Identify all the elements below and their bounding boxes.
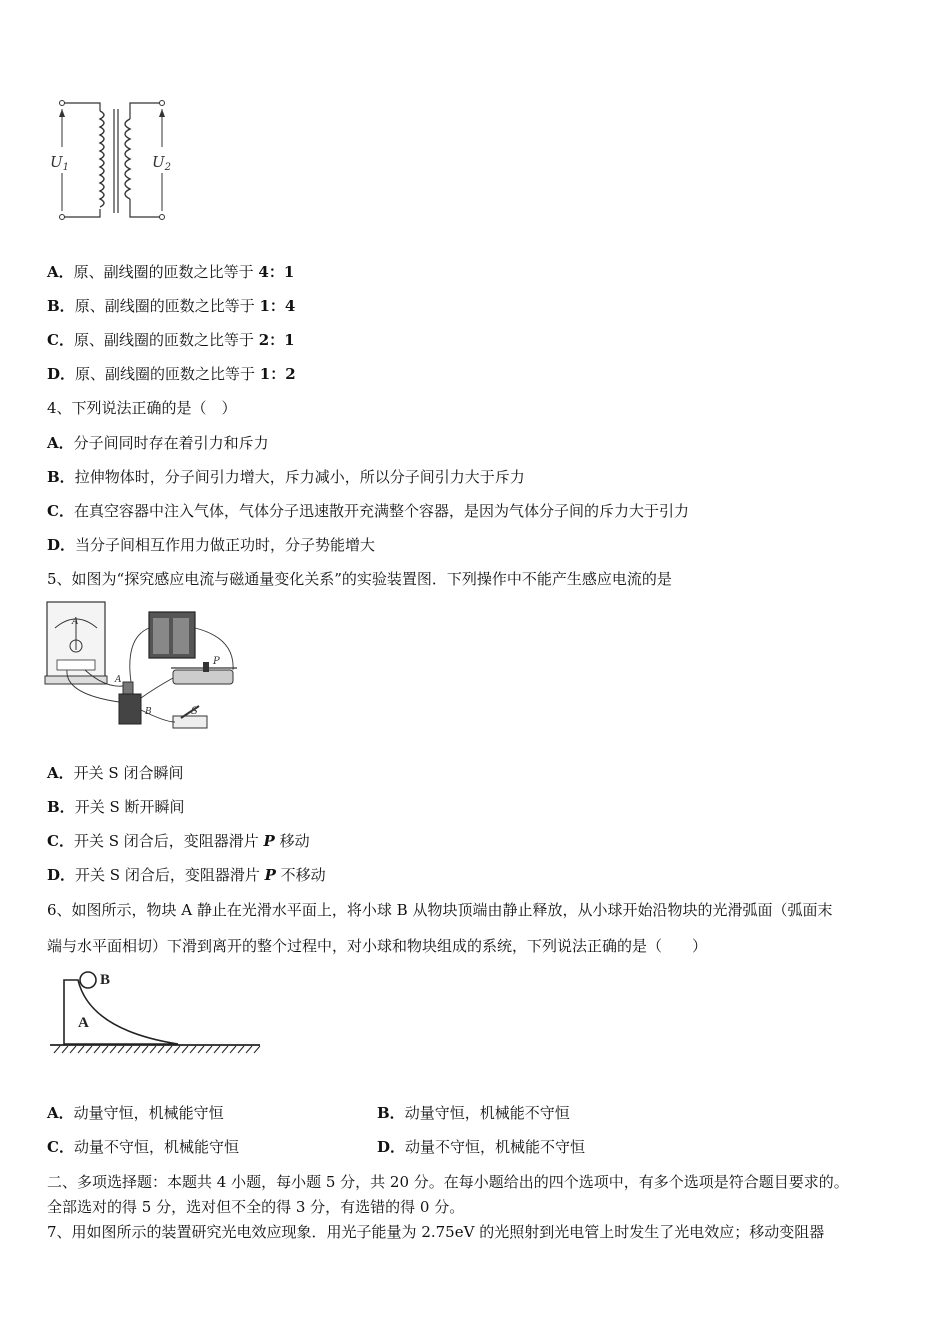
- ground-hatch: [54, 1046, 260, 1053]
- svg-text:U1: [50, 153, 69, 173]
- option-letter: B．: [47, 468, 75, 486]
- a-label: A: [115, 675, 122, 685]
- option-text: 动量守恒，机械能不守恒: [404, 1104, 570, 1122]
- q3-option-d: [47, 363, 296, 384]
- q5-option-c: [47, 830, 310, 851]
- p-label: P: [213, 656, 220, 667]
- option-letter: D．: [47, 866, 76, 884]
- option-ratio: 2：1: [258, 331, 295, 349]
- option-text-tail: 不移动: [275, 866, 326, 884]
- option-text: 分子间同时存在着引力和斥力: [73, 434, 269, 452]
- option-ratio: 1：4: [259, 297, 296, 315]
- option-letter: A．: [47, 1104, 74, 1122]
- option-letter: A．: [47, 764, 74, 782]
- transformer-figure: [40, 95, 180, 225]
- battery-cell-2: [173, 618, 189, 654]
- q5-stem: 5、如图为“探究感应电流与磁通量变化关系”的实验装置图．下列操作中不能产生感应电流的是: [47, 570, 672, 588]
- option-letter: A．: [47, 263, 74, 281]
- option-text: 动量不守恒，机械能守恒: [73, 1138, 239, 1156]
- option-text: 开关 S 闭合瞬间: [73, 764, 184, 782]
- q3-option-a: [47, 261, 294, 282]
- q6-option-a: [47, 1102, 224, 1123]
- option-text-tail: 移动: [274, 832, 310, 850]
- q6-stem-line1: 6、如图所示，物块 A 静止在光滑水平面上，将小球 B 从物块顶端由静止释放，从小球开始沿物块的光滑弧面（弧面末: [47, 901, 833, 919]
- option-letter: B．: [47, 798, 75, 816]
- section2-heading-line2: 全部选对的得 5 分，选对但不全的得 3 分，有选错的得 0 分。: [47, 1198, 465, 1216]
- option-letter: D．: [377, 1138, 406, 1156]
- option-text: 动量不守恒，机械能不守恒: [405, 1138, 586, 1156]
- induction-apparatus-figure: [45, 598, 250, 743]
- q6-option-b: [377, 1102, 570, 1123]
- option-var-p: P: [263, 832, 275, 850]
- q4-option-a: [47, 432, 269, 453]
- ball-b: [80, 972, 96, 988]
- q6-stem-line2: 端与水平面相切）下滑到离开的整个过程中，对小球和物块组成的系统，下列说法正确的是（ ）: [47, 937, 708, 955]
- u2-arrowhead: [159, 109, 165, 117]
- q6-option-d: [377, 1136, 585, 1157]
- q5-option-b: [47, 796, 185, 817]
- s-label: S: [191, 706, 198, 717]
- coil-b: [119, 694, 141, 724]
- block-ball-figure: [48, 970, 263, 1055]
- q4-option-d: [47, 534, 375, 555]
- option-letter: C．: [47, 331, 74, 349]
- option-letter: C．: [47, 832, 74, 850]
- ammeter-terminals: [57, 660, 95, 670]
- option-ratio: 4：1: [258, 263, 295, 281]
- option-letter: C．: [47, 1138, 74, 1156]
- section2-heading-line1: 二、多项选择题：本题共 4 小题，每小题 5 分，共 20 分。在每小题给出的四个选项中，有多个选项是符合题目要求的。: [47, 1173, 849, 1191]
- option-text: 开关 S 闭合后，变阻器滑片: [75, 866, 265, 884]
- q6-option-c: [47, 1136, 239, 1157]
- option-letter: B．: [377, 1104, 405, 1122]
- option-text: 拉伸物体时，分子间引力增大，斥力减小，所以分子间引力大于斥力: [74, 468, 525, 486]
- option-text: 原、副线圈的匝数之比等于: [75, 365, 260, 383]
- option-text: 原、副线圈的匝数之比等于: [73, 263, 259, 281]
- q5-option-d: [47, 864, 326, 885]
- u1-subscript: 1: [62, 162, 70, 173]
- q4-option-b: [47, 466, 525, 487]
- u2-label: U: [152, 153, 165, 171]
- ammeter-label: A: [72, 617, 79, 627]
- terminal-bottom-left: [60, 215, 65, 220]
- option-text: 原、副线圈的匝数之比等于: [73, 331, 259, 349]
- rheostat-slider: [203, 662, 209, 672]
- option-letter: B．: [47, 297, 75, 315]
- option-letter: D．: [47, 536, 76, 554]
- option-text: 开关 S 闭合后，变阻器滑片: [73, 832, 264, 850]
- terminal-top-left: [60, 101, 65, 106]
- primary-wire: [62, 103, 101, 217]
- option-letter: C．: [47, 502, 74, 520]
- q7-stem: 7、用如图所示的装置研究光电效应现象．用光子能量为 2.75eV 的光照射到光电管上时发生了光电效应；移动变阻器: [47, 1223, 825, 1241]
- option-text: 当分子间相互作用力做正功时，分子势能增大: [75, 536, 376, 554]
- switch-base: [173, 716, 207, 728]
- option-text: 开关 S 断开瞬间: [74, 798, 185, 816]
- option-letter: D．: [47, 365, 76, 383]
- option-text: 动量守恒，机械能守恒: [73, 1104, 224, 1122]
- q4-option-c: [47, 500, 689, 521]
- battery-cell-1: [153, 618, 169, 654]
- terminal-top-right: [160, 101, 165, 106]
- rheostat-body: [173, 670, 233, 684]
- primary-coil: [100, 111, 104, 207]
- q3-option-b: [47, 295, 295, 316]
- svg-text:U2: [152, 153, 171, 173]
- q4-stem: 4、下列说法正确的是（ ）: [47, 399, 237, 417]
- b-label: B: [100, 972, 111, 988]
- u2-subscript: 2: [164, 162, 172, 173]
- option-text: 在真空容器中注入气体，气体分子迅速散开充满整个容器，是因为气体分子间的斥力大于引力: [73, 502, 689, 520]
- option-ratio: 1：2: [259, 365, 296, 383]
- u1-label: U: [50, 153, 63, 171]
- b-label: B: [145, 707, 152, 717]
- terminal-bottom-right: [160, 215, 165, 220]
- q3-option-c: [47, 329, 295, 350]
- a-label: A: [78, 1015, 89, 1031]
- option-var-p: P: [264, 866, 276, 884]
- option-letter: A．: [47, 434, 74, 452]
- option-text: 原、副线圈的匝数之比等于: [74, 297, 260, 315]
- q5-option-a: [47, 762, 183, 783]
- secondary-coil: [125, 119, 130, 199]
- u1-arrowhead: [59, 109, 65, 117]
- block-a: [64, 980, 178, 1044]
